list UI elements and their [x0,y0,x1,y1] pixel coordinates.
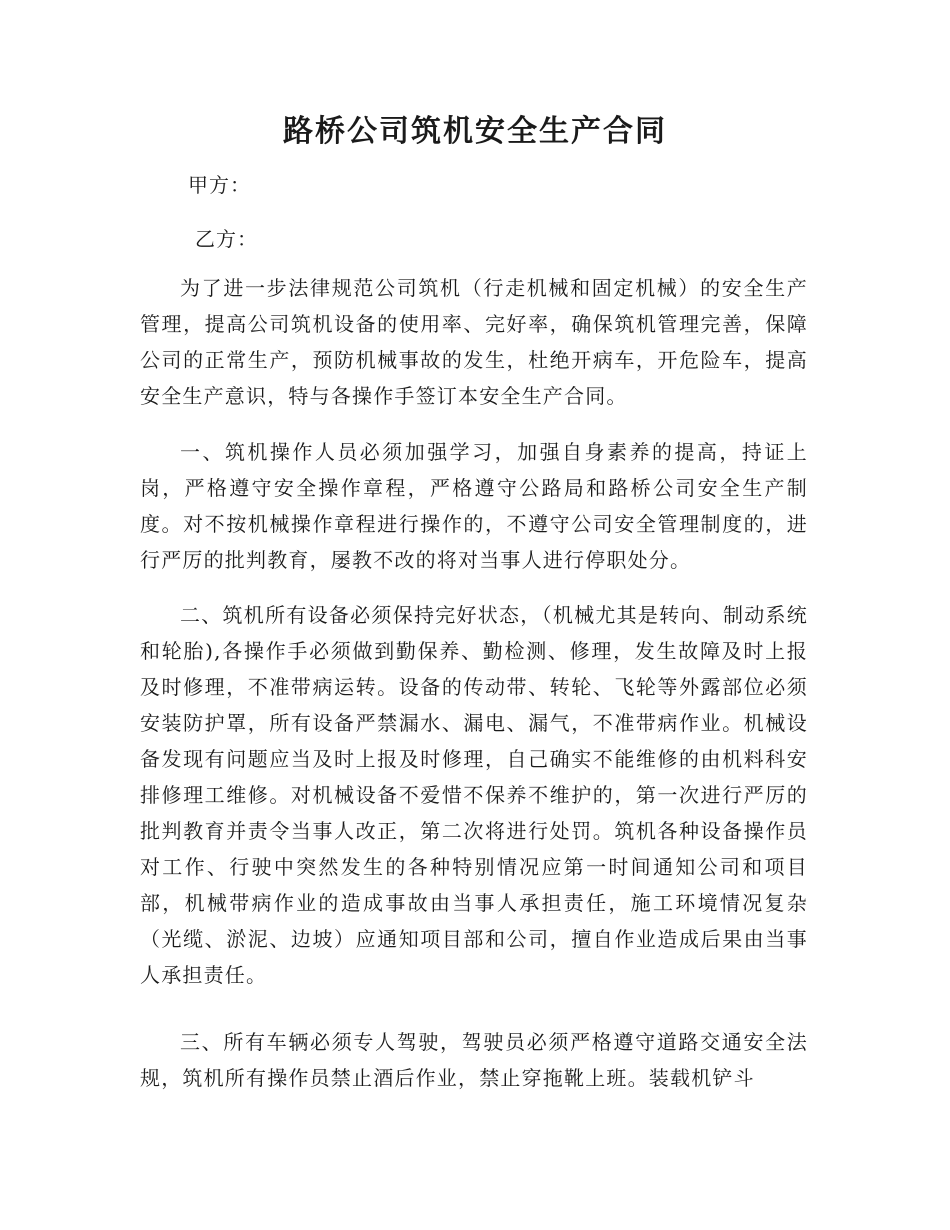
paragraph-clause-three: 三、所有车辆必须专人驾驶，驾驶员必须严格遵守道路交通安全法规，筑机所有操作员禁止酒后作业，禁止穿拖靴上班。装载机铲斗 [140,1030,808,1090]
paragraph-intro: 为了进一步法律规范公司筑机（行走机械和固定机械）的安全生产管理，提高公司筑机设备的使用率、完好率，确保筑机管理完善，保障公司的正常生产，预防机械事故的发生，杜绝开病车，开危险车，提高安全生产意识，特与各操作手签订本安全生产合同。 [140,276,808,408]
document-title: 路桥公司筑机安全生产合同 [283,114,667,149]
paragraph-clause-two: 二、筑机所有设备必须保持完好状态，（机械尤其是转向、制动系统和轮胎),各操作手必须做到勤保养、勤检测、修理，发生故障及时上报及时修理，不准带病运转。设备的传动带、转轮、飞轮等外露部位必须安装防护罩，所有设备严禁漏水、漏电、漏气，不准带病作业。机械设备发现有问题应当及时上报及时修理，自己确实不能维修的由机料科安排修理工维修。对机械设备不爱惜不保养不维护的，第一次进行严厉的批判教育并责令当事人改正，第二次将进行处罚。筑机各种设备操作员对工作、行驶中突然发生的各种特别情况应第一时间通知公司和项目部，机械带病作业的造成事故由当事人承担责任，施工环境情况复杂（光缆、淤泥、边坡）应通知项目部和公司，擅自作业造成后果由当事人承担责任。 [140,603,808,987]
party-b-label: 乙方： [195,227,258,251]
paragraph-clause-one: 一、筑机操作人员必须加强学习，加强自身素养的提高，持证上岗，严格遵守安全操作章程，严格遵守公路局和路桥公司安全生产制度。对不按机械操作章程进行操作的，不遵守公司安全管理制度的，进行严厉的批判教育，屡教不改的将对当事人进行停职处分。 [140,440,808,572]
party-a-label: 甲方： [188,173,251,197]
